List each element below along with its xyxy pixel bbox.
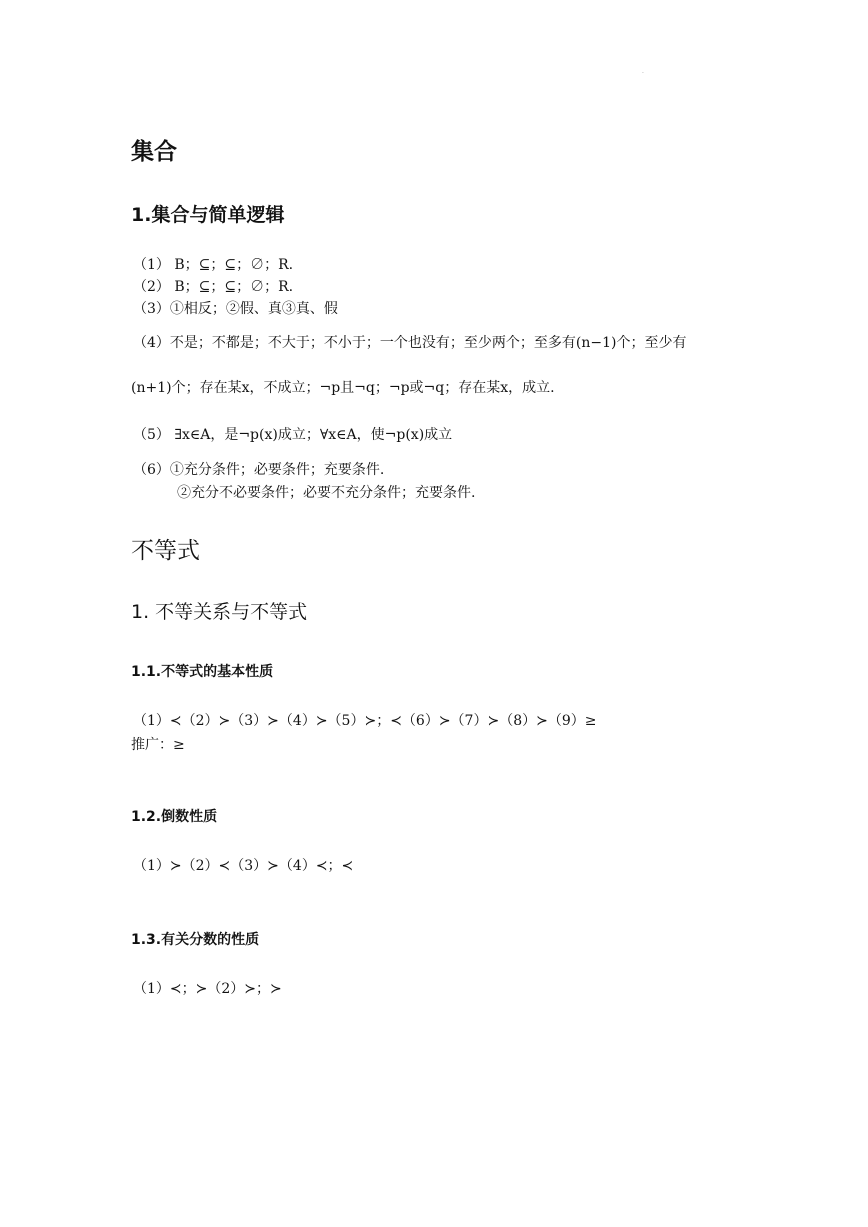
basic-properties-line-2: 推广：≥: [131, 737, 185, 753]
answer-line-4-cont: (n+1)个；存在某x，不成立；¬p且¬q；¬p或¬q；存在某x，成立.: [131, 380, 555, 396]
corner-mark: ·: [642, 70, 644, 77]
item-title-basic-properties: 1.1.不等式的基本性质: [131, 664, 274, 680]
answer-line-6-cont: ②充分不必要条件；必要不充分条件；充要条件.: [177, 485, 476, 501]
answer-line-2: （2） B；⊆；⊆；∅；R.: [133, 279, 294, 295]
subsection-title-sets-logic: 1.集合与简单逻辑: [131, 204, 285, 226]
subsection-title-inequality-relations: 1. 不等关系与不等式: [131, 601, 308, 623]
answer-line-4: （4）不是；不都是；不大于；不小于；一个也没有；至少两个；至多有(n−1)个；至少有: [133, 335, 687, 351]
reciprocal-properties-line-1: （1）≻（2）≺（3）≻（4）≺；≺: [133, 858, 354, 874]
item-title-fraction-properties: 1.3.有关分数的性质: [131, 932, 260, 948]
section-title-inequalities: 不等式: [131, 538, 200, 564]
section-title-sets: 集合: [131, 139, 177, 165]
answer-line-5: （5） ∃x∈A，是¬p(x)成立；∀x∈A，使¬p(x)成立: [133, 427, 453, 443]
answer-line-6: （6）①充分条件；必要条件；充要条件.: [133, 462, 385, 478]
answer-line-1: （1） B；⊆；⊆；∅；R.: [133, 257, 294, 273]
fraction-properties-line-1: （1）≺；≻（2）≻；≻: [133, 981, 282, 997]
item-title-reciprocal-properties: 1.2.倒数性质: [131, 809, 218, 825]
basic-properties-line-1: （1）≺（2）≻（3）≻（4）≻（5）≻；≺（6）≻（7）≻（8）≻（9）≥: [133, 713, 597, 729]
answer-line-3: （3）①相反；②假、真③真、假: [133, 301, 338, 317]
